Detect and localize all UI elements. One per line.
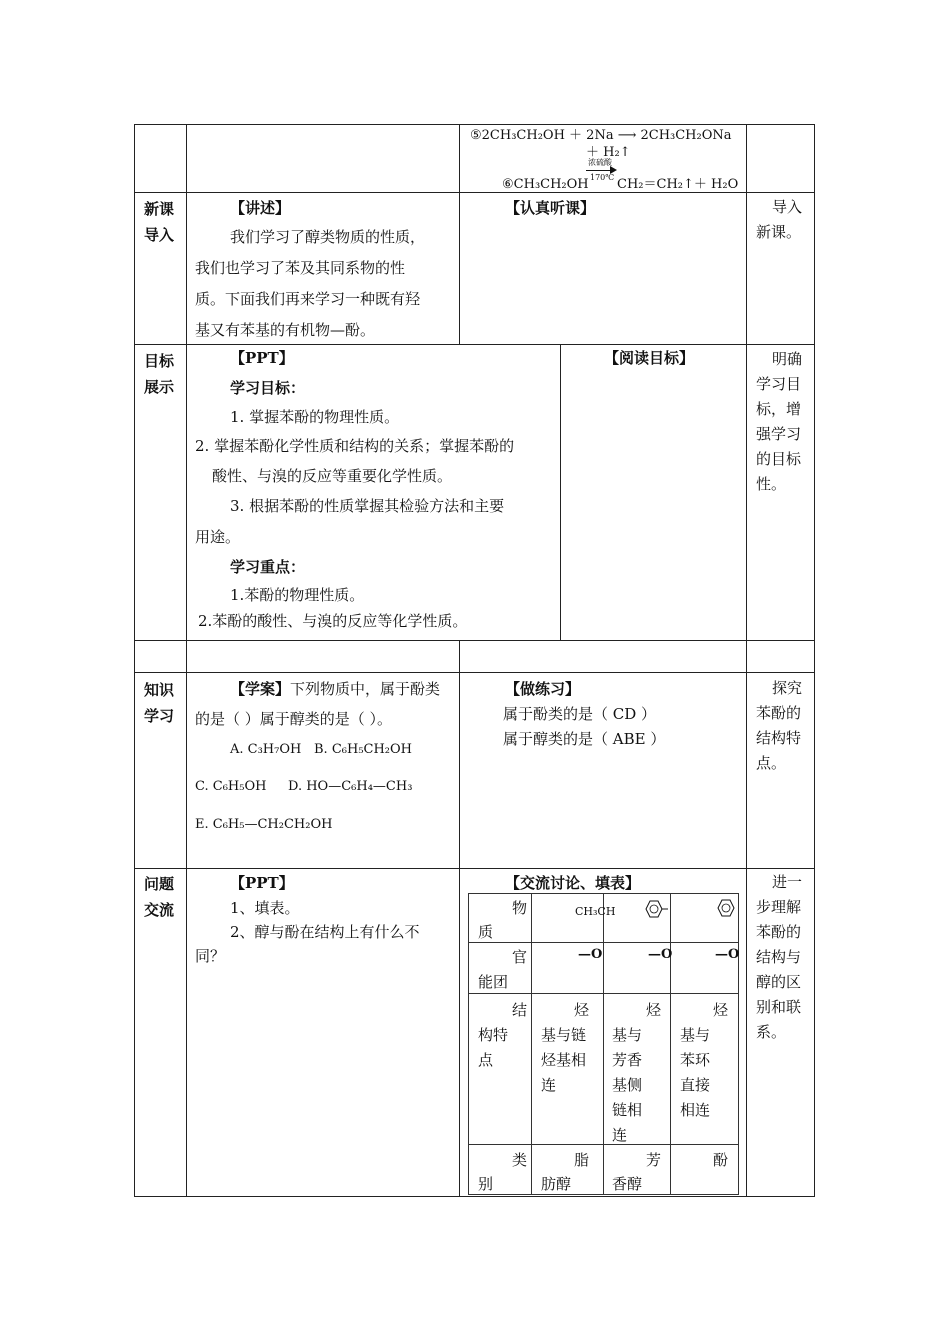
intro-text-line1: 我们学习了醇类物质的性质， bbox=[230, 228, 426, 246]
equation-6-product: CH₂＝CH₂↑＋ H₂O bbox=[617, 177, 739, 192]
stage-label-exchange: 问题 交流 bbox=[144, 875, 175, 919]
answer-alcohol: 属于醇类的是（ ABE ） bbox=[503, 730, 666, 748]
answer-phenol: 属于酚类的是（ CD ） bbox=[503, 705, 657, 723]
intent-knowledge: 探究 苯酚的 结构特 点。 bbox=[756, 679, 803, 772]
functional-group-3: —O bbox=[715, 947, 740, 962]
header-group-a: 官 bbox=[512, 948, 528, 966]
focus-1: 1.苯酚的物理性质。 bbox=[230, 586, 365, 604]
functional-group-1: —O bbox=[578, 947, 603, 962]
class-ethanol-a: 脂 bbox=[574, 1151, 590, 1169]
exchange-item-2-line2: 同？ bbox=[195, 947, 226, 965]
structure-ethanol: 烃 基与链 烃基相 连 bbox=[541, 1001, 590, 1094]
class-benzyl-b: 香醇 bbox=[612, 1175, 643, 1193]
header-group-b: 能团 bbox=[478, 973, 509, 991]
student-tag-knowledge: 【做练习】 bbox=[505, 680, 581, 698]
goals-title: 学习目标： bbox=[230, 379, 306, 397]
teacher-tag-exchange: 【PPT】 bbox=[230, 874, 294, 892]
teacher-tag-goals: 【PPT】 bbox=[230, 349, 294, 367]
option-e: E. C₆H₅—CH₂CH₂OH bbox=[195, 817, 333, 832]
header-class-b: 别 bbox=[478, 1175, 494, 1193]
intro-text-line3: 质。下面我们再来学习一种既有羟 bbox=[195, 290, 421, 308]
focus-title: 学习重点： bbox=[230, 558, 306, 576]
equation-6-reactant: ⑥CH₃CH₂OH bbox=[502, 177, 589, 192]
goal-2-line2: 酸性、与溴的反应等重要化学性质。 bbox=[212, 467, 453, 485]
goal-3-line1: 3. 根据苯酚的性质掌握其检验方法和主要 bbox=[230, 497, 505, 515]
header-substance-b: 质 bbox=[478, 923, 494, 941]
class-phenol: 酚 bbox=[713, 1151, 729, 1169]
option-b: B. C₆H₅CH₂OH bbox=[314, 742, 413, 757]
question-line2: 的是（ ）属于醇类的是（ ）。 bbox=[195, 710, 393, 728]
stage-label-knowledge: 知识 学习 bbox=[144, 681, 175, 725]
stage-label-goals: 目标 展示 bbox=[144, 352, 175, 396]
equation-6-condition-bottom: 170℃ bbox=[590, 173, 615, 182]
substance-ethanol: CH₃CH bbox=[575, 905, 616, 918]
focus-2: 2.苯酚的酸性、与溴的反应等化学性质。 bbox=[198, 612, 468, 630]
goal-3-line2: 用途。 bbox=[195, 528, 241, 546]
intent-intro: 导入 新课。 bbox=[756, 198, 803, 241]
question-line1: 下列物质中，属于酚类 bbox=[290, 680, 441, 698]
intro-text-line4: 基又有苯基的有机物—酚。 bbox=[195, 321, 376, 339]
intent-exchange: 进一 步理解 苯酚的 结构与 醇的区 别和联 系。 bbox=[756, 873, 803, 1041]
equation-5-line1: ⑤2CH₃CH₂OH ＋ 2Na ⟶ 2CH₃CH₂ONa bbox=[470, 128, 732, 143]
student-tag-intro: 【认真听课】 bbox=[505, 199, 596, 217]
goal-1: 1. 掌握苯酚的物理性质。 bbox=[230, 408, 400, 426]
header-class-a: 类 bbox=[512, 1151, 528, 1169]
benzyl-alcohol-structure-icon bbox=[640, 899, 670, 923]
class-ethanol-b: 肪醇 bbox=[541, 1175, 572, 1193]
teacher-tag-intro: 【讲述】 bbox=[230, 199, 291, 217]
header-structure: 结 构特 点 bbox=[478, 1001, 528, 1069]
equation-6-condition-top: 浓硫酸 bbox=[588, 158, 612, 167]
exchange-item-2-line1: 2、醇与酚在结构上有什么不 bbox=[230, 923, 420, 941]
option-a: A. C₃H₇OH bbox=[230, 742, 302, 757]
exchange-item-1: 1、填表。 bbox=[230, 899, 300, 917]
student-tag-exchange: 【交流讨论、填表】 bbox=[505, 874, 641, 892]
structure-benzyl-alcohol: 烃 基与 芳香 基侧 链相 连 bbox=[612, 1001, 662, 1144]
teacher-tag-knowledge: 【学案】 bbox=[230, 680, 291, 698]
intro-text-line2: 我们也学习了苯及其同系物的性 bbox=[195, 259, 406, 277]
option-d: D. HO—C₆H₄—CH₃ bbox=[288, 779, 413, 794]
option-c: C. C₆H₅OH bbox=[195, 779, 267, 794]
structure-phenol: 烃 基与 苯环 直接 相连 bbox=[680, 1001, 729, 1119]
equation-5-line2: ＋ H₂↑ bbox=[586, 145, 631, 160]
intent-goals: 明确 学习目 标，增 强学习 的目标 性。 bbox=[756, 350, 803, 493]
class-benzyl-a: 芳 bbox=[646, 1151, 662, 1169]
goal-2-line1: 2. 掌握苯酚化学性质和结构的关系；掌握苯酚的 bbox=[195, 437, 515, 455]
header-substance-a: 物 bbox=[512, 899, 528, 917]
student-tag-goals: 【阅读目标】 bbox=[604, 349, 695, 367]
stage-label-intro: 新课 导入 bbox=[144, 200, 175, 244]
functional-group-2: —O bbox=[648, 947, 673, 962]
phenol-structure-icon bbox=[715, 898, 737, 922]
